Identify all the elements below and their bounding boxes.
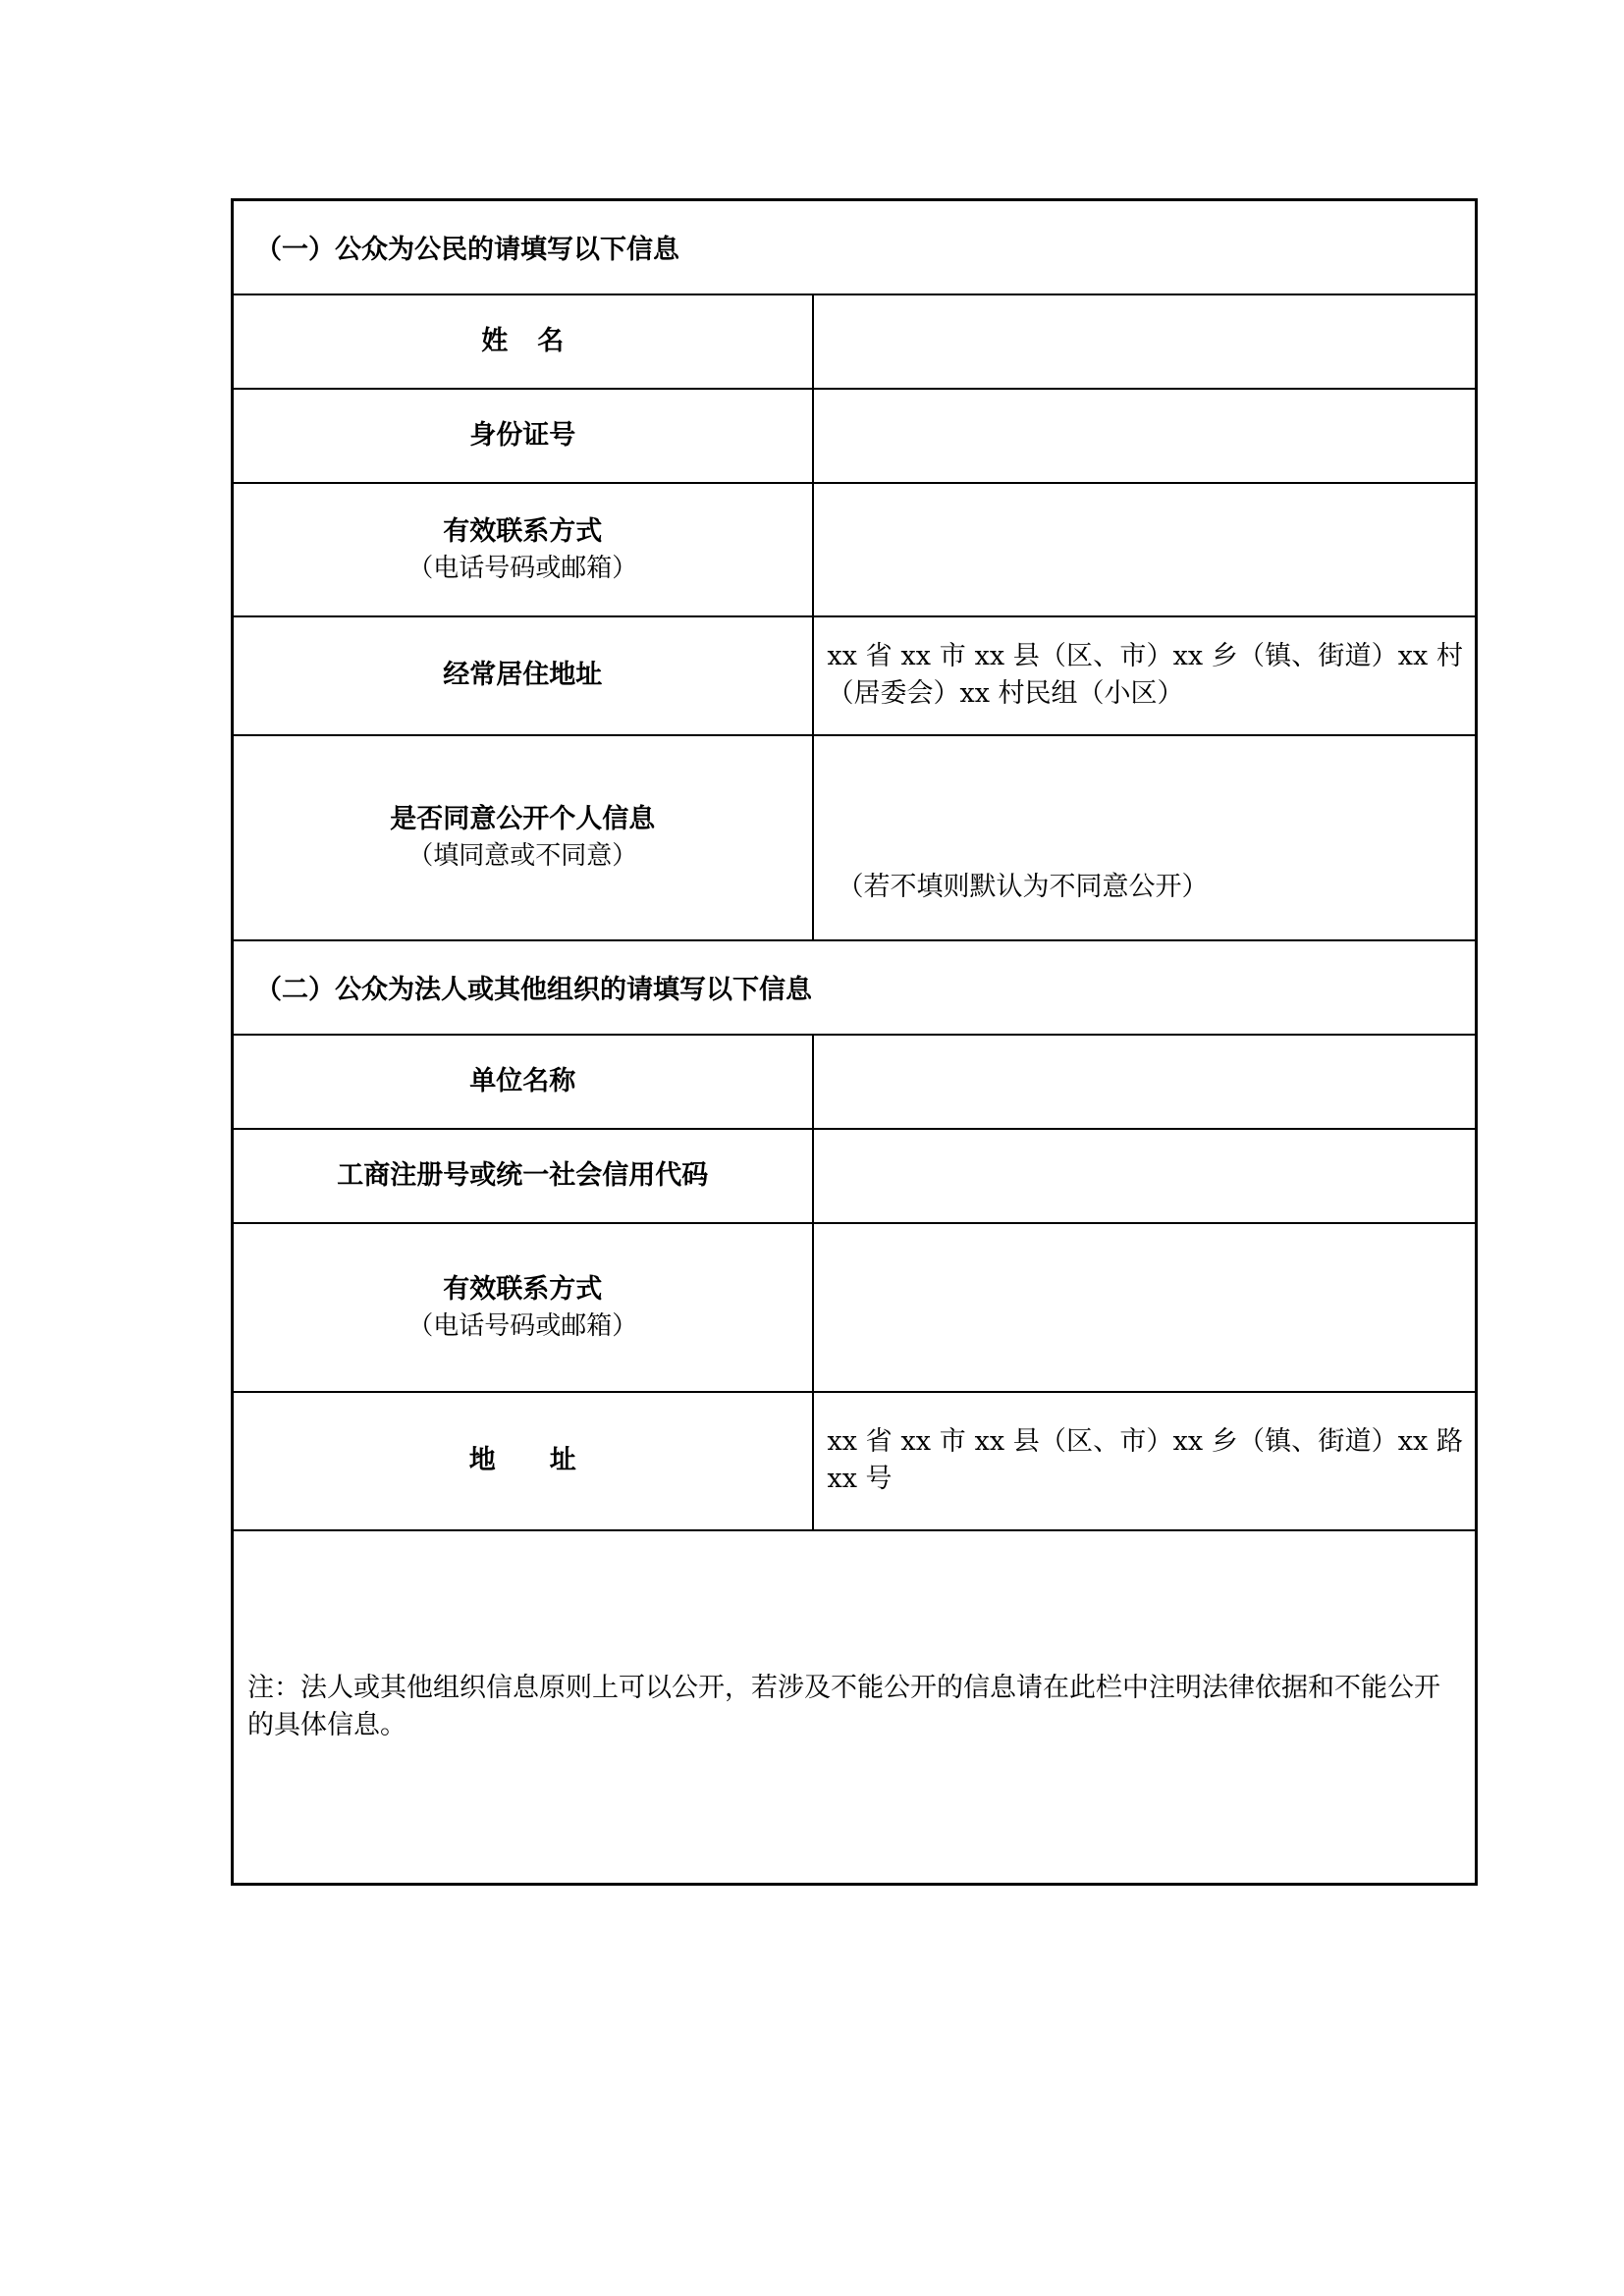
note-text: 注：法人或其他组织信息原则上可以公开，若涉及不能公开的信息请在此栏中注明法律依据和不能公开的具体信息。 [247,1672,1440,1740]
org-name-label: 单位名称 [233,1035,813,1129]
contact-label: 有效联系方式 [443,515,603,547]
name-field[interactable] [813,294,1477,389]
consent-label: 是否同意公开个人信息 [390,804,656,834]
org-contact-sub-label: （电话号码或邮箱） [407,1310,638,1341]
consent-sub-label: （填同意或不同意） [407,841,638,871]
reg-no-label: 工商注册号或统一社会信用代码 [233,1129,813,1223]
org-contact-label: 有效联系方式 [443,1273,603,1305]
address-row [233,616,1477,735]
note-field[interactable] [233,1530,1477,1885]
note-row [233,1530,1477,1885]
contact-sub-label: （电话号码或邮箱） [407,553,638,583]
consent-note: （若不填则默认为不同意公开） [837,871,1209,902]
contact-label-cell [233,483,813,616]
section2-header-row [233,940,1477,1035]
org-address-row [233,1392,1477,1530]
org-address-label-cell [233,1392,813,1530]
id-number-field[interactable] [813,389,1477,483]
consent-field[interactable] [813,735,1477,940]
contact-field[interactable] [813,483,1477,616]
section1-header: （一）公众为公民的请填写以下信息 [233,200,1477,294]
id-label: 身份证号 [233,389,813,483]
reg-no-row [233,1129,1477,1223]
name-label-cell [233,294,813,389]
consent-label-cell [233,735,813,940]
org-address-field[interactable]: xx 省 xx 市 xx 县（区、市）xx 乡（镇、街道）xx 路 xx 号 [813,1392,1477,1530]
org-contact-row [233,1223,1477,1392]
contact-row [233,483,1477,616]
id-row [233,389,1477,483]
consent-row [233,735,1477,940]
name-label: 姓名 [481,325,594,356]
info-form-table [231,198,1478,1886]
org-name-field[interactable] [813,1035,1477,1129]
address-field[interactable]: xx 省 xx 市 xx 县（区、市）xx 乡（镇、街道）xx 村（居委会）xx 村民组（小区） [813,616,1477,735]
org-address-label: 地址 [468,1445,630,1475]
org-name-row [233,1035,1477,1129]
reg-no-field[interactable] [813,1129,1477,1223]
address-label: 经常居住地址 [233,616,813,735]
org-contact-label-cell [233,1223,813,1392]
name-row [233,294,1477,389]
section1-header-row [233,200,1477,294]
org-contact-field[interactable] [813,1223,1477,1392]
section2-header: （二）公众为法人或其他组织的请填写以下信息 [233,940,1477,1035]
